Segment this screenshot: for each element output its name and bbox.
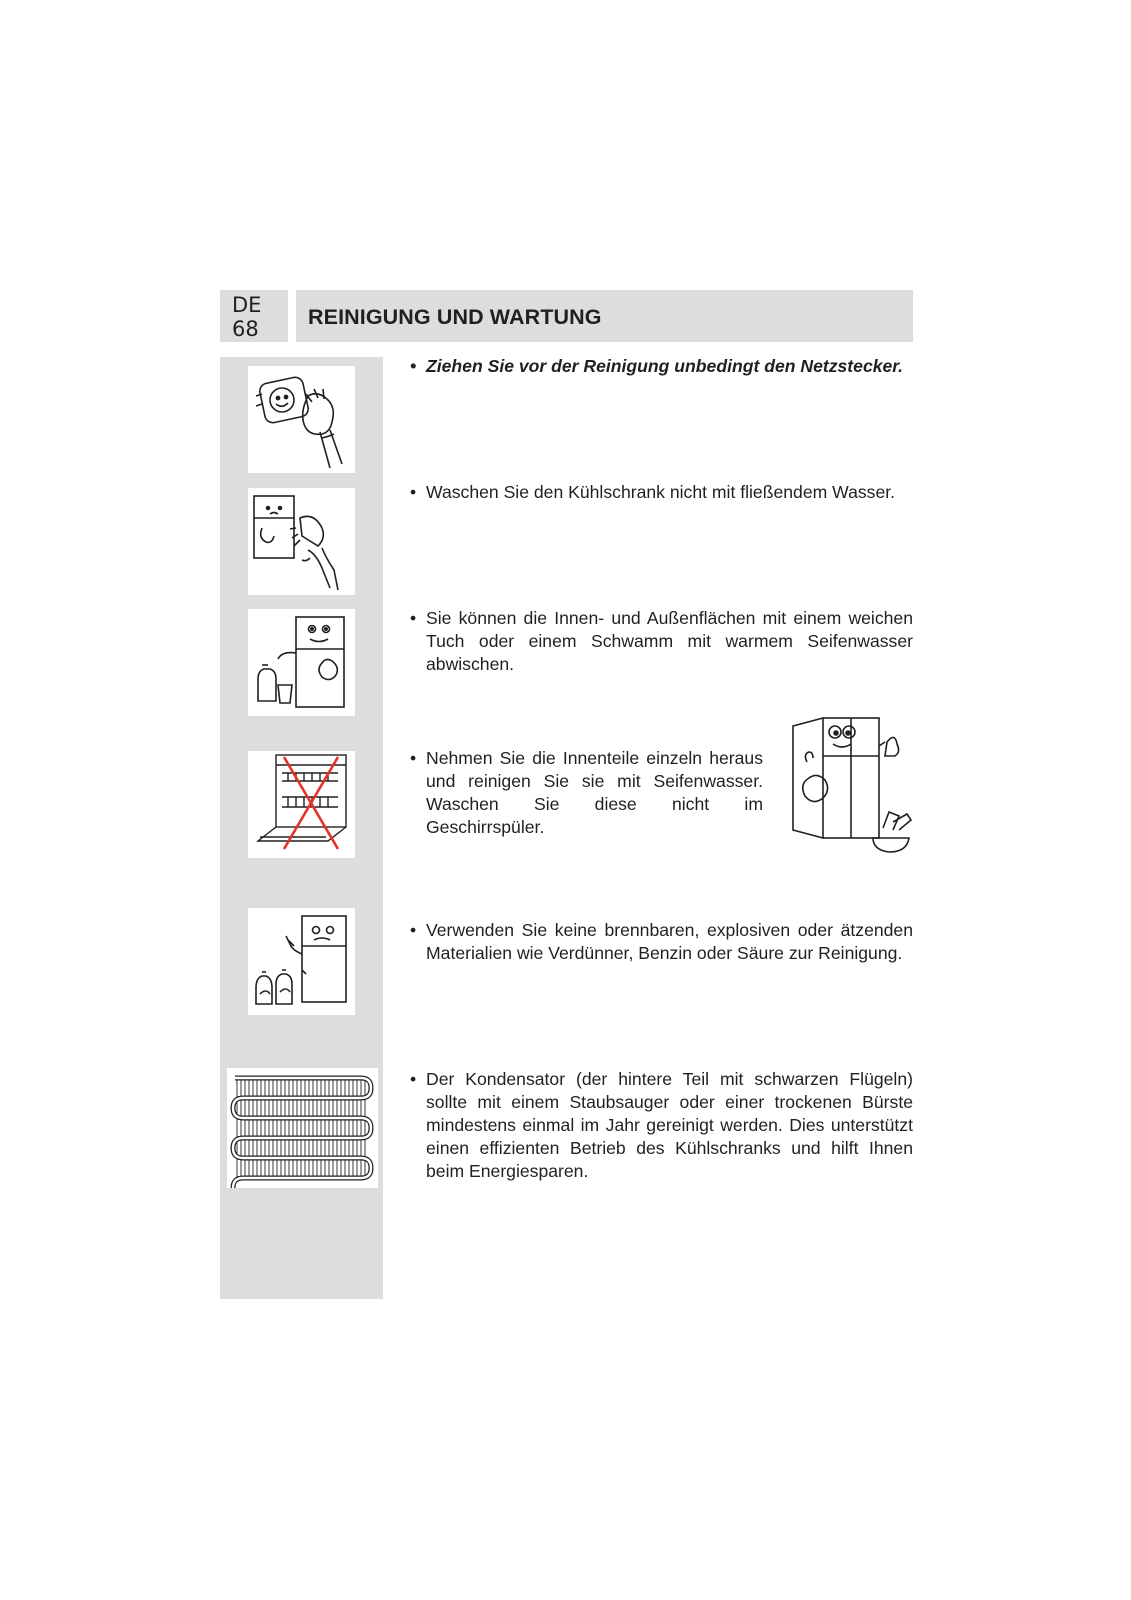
list-item [410,1068,913,1183]
item-text: Nehmen Sie die Innenteile einzeln heraus und reinigen Sie sie mit Seifenwasser. Waschen Sie diese nicht im Geschirrspüler. [426,748,763,837]
list-item [410,747,763,839]
condenser-coil-icon [227,1068,378,1188]
fridge-sponge-soap-icon [248,609,355,716]
item-text: Ziehen Sie vor der Reinigung unbedingt den Netzstecker. [426,356,904,376]
list-item [410,607,913,676]
list-item [410,355,913,401]
list-item [410,919,913,988]
bullet-marker: • [410,608,417,628]
fridge-chemicals-warning-icon [248,908,355,1015]
fridge-cleaning-parts-icon [787,712,917,860]
page-number: 68 [232,317,259,341]
item-text: Waschen Sie den Kühlschrank nicht mit fließendem Wasser. [426,482,896,502]
item-text: Der Kondensator (der hintere Teil mit schwarzen Flügeln) sollte mit einem Staubsauger oder einer trockenen Bürste mindestens einmal im Jahr gereinigt werden. Dies unterstützt einen effizienten Betrieb des Kühlschranks und hilft Ihnen beim Energiesparen. [426,1069,913,1181]
section-header [296,290,913,342]
page-title: REINIGUNG UND WARTUNG [308,305,602,329]
bullet-marker: • [410,356,417,376]
item-text: Verwenden Sie keine brennbaren, explosiven oder ätzenden Materialien wie Verdünner, Benzin oder Säure zur Reinigung. [426,920,913,963]
fridge-water-spray-icon [248,488,355,595]
no-dishwasher-icon [248,751,355,858]
item-text: Sie können die Innen- und Außenflächen mit einem weichen Tuch oder einem Schwamm mit warmem Seifenwasser abwischen. [426,608,913,674]
bullet-marker: • [410,920,417,940]
unplug-socket-icon [248,366,355,473]
list-item [410,481,913,527]
page-code-box [220,290,288,342]
bullet-marker: • [410,1069,417,1089]
bullet-marker: • [410,748,417,768]
language-code: DE [232,293,262,317]
bullet-marker: • [410,482,417,502]
